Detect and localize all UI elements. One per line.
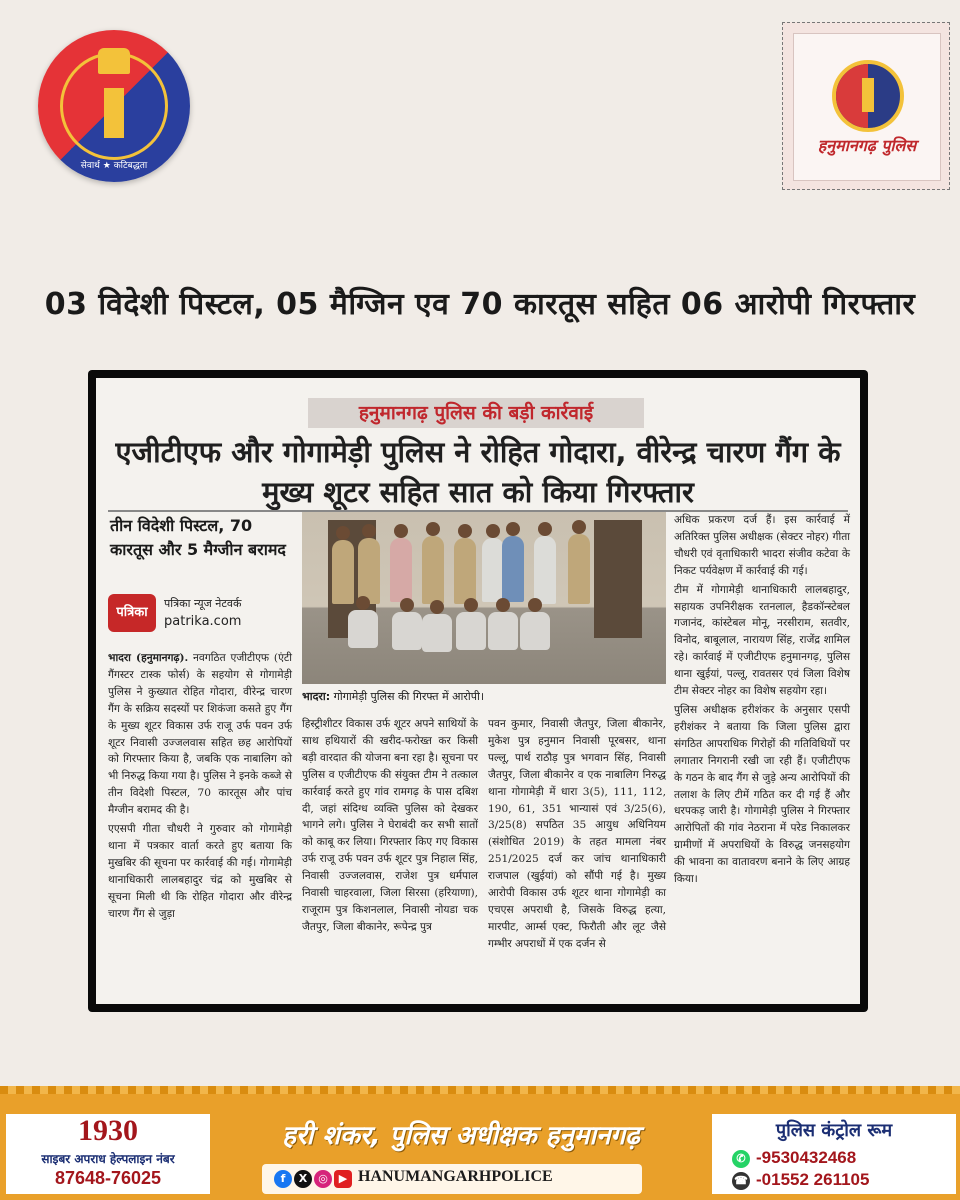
logo-card (793, 33, 941, 181)
article-column-4 (674, 512, 850, 890)
police-emblem-icon (104, 88, 124, 138)
social-handle: HANUMANGARHPOLICE (358, 1168, 553, 1185)
cyber-helpline (6, 1114, 210, 1194)
patrika-logo: पत्रिका (108, 594, 156, 632)
instagram-icon[interactable]: ◎ (314, 1170, 332, 1188)
agency-site: patrika.com (164, 614, 242, 629)
newspaper-clipping (96, 378, 860, 1004)
dateline: भादरा (हनुमानगढ़). (108, 652, 189, 664)
cyber-helpline-number: 1930 (78, 1114, 138, 1147)
social-bar (262, 1164, 642, 1194)
x-icon[interactable]: X (294, 1170, 312, 1188)
clipping-subheadline: तीन विदेशी पिस्टल, 70 कारतूस और 5 मैग्जीन बरामद (110, 516, 286, 559)
sp-name: हरी शंकर, पुलिस अधीक्षक हनुमानगढ़ (282, 1121, 640, 1151)
article-column-2 (302, 716, 478, 938)
control-whatsapp-row (732, 1148, 856, 1168)
article-column-3 (488, 716, 666, 955)
paragraph: पुलिस अधीक्षक हरीशंकर के अनुसार एसपी हरीशंकर ने बताया कि जिला पुलिस द्वारा संगठित आपराधिक गिरोहों की गतिविधियों पर लगातार निगरानी रखी जा रही हैं। एजीटीएफ के गठन के बाद गैंग से जुड़े अन्य आरोपियों की तलाश के लिए टीमें गठित कर दी गई हैं और धरपकड़ जारी है। गोगामेड़ी पुलिस ने गिरफ्तार आरोपितों की गांव नेठराना में परेड निकालकर ग्रामीणों में अपराधियों के विरुद्ध जनसहयोग की भावना का वातावरण बनाने के लिए आग्रह किया। (674, 703, 850, 886)
page-headline: 03 विदेशी पिस्टल, 05 मैग्जिन एव 70 कारतूस सहित 06 आरोपी गिरफ्तार (44, 287, 916, 322)
news-photo (302, 512, 666, 684)
article-column-1 (108, 650, 292, 925)
control-whatsapp-number: -9530432468 (756, 1148, 857, 1167)
clipping-kicker: हनुमानगढ़ पुलिस की बड़ी कार्रवाई (308, 398, 644, 428)
caption-place: भादरा: (302, 690, 331, 703)
whatsapp-icon: ✆ (732, 1150, 750, 1168)
paragraph: नवगठित एजीटीएफ (एंटी गैंगस्टर टास्क फोर्स) के सहयोग से गोगामेड़ी पुलिस ने कुख्यात रोहित गोदारा, वीरेन्द्र चारण गैंग के सक्रिय सदस्यों पर शिकंजा कसते हुए गैंग के मुख्य शूटर विकास उर्फ राजू उर्फ पवन उर्फ शूटर निवासी उज्जलवास सहित छह आरोपियों को गिरफ्तार किया है, जबकि एक नाबालिग को भी निरुद्ध किया गया है। पुलिस ने इनके कब्जे से तीन विदेशी पिस्टल, 70 कारतूस और पांच मैग्जीन बरामद की है। (108, 652, 293, 817)
byline (108, 592, 294, 636)
photo-caption (302, 688, 666, 706)
rajasthan-police-logo (38, 30, 190, 182)
paragraph: एएसपी गीता चौधरी ने गुरुवार को गोगामेड़ी थाना में पत्रकार वार्ता करते हुए बताया कि मुखबिर की सूचना पर कार्रवाई की गई। गोगामेड़ी थानाधिकारी लालबहादुर चंद्र को मुखबिर से सूचना मिली थी कि रोहित गोदारा और वीरेन्द्र चारण गैंग से जुड़ा (108, 823, 292, 920)
police-control-room (712, 1114, 956, 1194)
youtube-icon[interactable]: ▶ (334, 1170, 352, 1188)
paragraph: अधिक प्रकरण दर्ज हैं। इस कार्रवाई में अतिरिक्त पुलिस अधीक्षक (सेक्टर नोहर) गीता चौधरी एवं वृताधिकारी भादरा संजीव कटेवा के निकट पर्यवेक्षण में कार्रवाई की गई। (674, 514, 850, 577)
control-room-title: पुलिस कंट्रोल रूम (775, 1120, 893, 1141)
paragraph: टीम में गोगामेड़ी थानाधिकारी लालबहादुर, सहायक उपनिरीक्षक रतनलाल, हैडकॉन्स्टेबल गजानंद, कांस्टेबल मोनू, नरसीराम, सतवीर, विनोद, बाबूलाल, नारायण सिंह, राजेंद्र शामिल रहे। कार्रवाई में एजीटीएफ हनुमानगढ़, पुलिस थाना खुईयां, पल्लू, रावतसर एवं जिला विशेष टीम सेक्टर नोहर का विशेष सहयोग रहा। (674, 583, 850, 698)
control-phone-row (732, 1170, 869, 1190)
clipping-headline: एजीटीएफ और गोगामेड़ी पुलिस ने रोहित गोदारा, वीरेन्द्र चारण गैंग के मुख्य शूटर सहित सात को किया गिरफ्तार (115, 435, 841, 509)
police-badge-icon (832, 60, 904, 132)
facebook-icon[interactable]: f (274, 1170, 292, 1188)
phone-icon: ☎ (732, 1172, 750, 1190)
hanumangarh-police-logo (782, 22, 950, 190)
caption-text: गोगामेड़ी पुलिस की गिरफ्त में आरोपी। (330, 690, 485, 703)
logo-caption: हनुमानगढ़ पुलिस (817, 136, 917, 155)
footer-stripe (0, 1086, 960, 1094)
state-emblem-icon (98, 48, 130, 74)
paragraph: हिस्ट्रीशीटर विकास उर्फ शूटर अपने साथियों के साथ हथियारों की खरीद-फरोख्त कर किसी बड़ी वारदात की योजना बना रहा है। सूचना पर पुलिस व एजीटीएफ की संयुक्त टीम ने तत्काल कार्रवाई करते हुए गांव रामगढ़ के पास दबिश दी, जहां संदिग्ध व्यक्ति पुलिस को देखकर भागने लगे। पुलिस ने घेराबंदी कर सभी सातों को काबू कर लिया। गिरफ्तार किए गए विकास उर्फ राजू उर्फ पवन उर्फ शूटर पुत्र निहाल सिंह, निवासी उज्जलवास, राजेश पुत्र धर्मपाल निवासी चाहरवाला, जिला सिरसा (हरियाणा), राजूराम पुत्र किशनलाल, निवासी नोयडा चक जैतपुर, जिला बीकानेर, रूपेन्द्र पुत्र (302, 718, 478, 933)
control-phone-number: -01552 261105 (756, 1170, 870, 1189)
logo-motto: सेवार्थ ★ कटिबद्धता (80, 161, 148, 171)
paragraph: पवन कुमार, निवासी जैतपुर, जिला बीकानेर, मुकेश पुत्र हनुमान निवासी पूरबसर, थाना पल्लू, पार्थ राठौड़ पुत्र भगवान सिंह, निवासी जैतपुर, जिला बीकानेर व एक नाबालिग निरुद्ध थाना गोगामेड़ी में धारा 3(5), 111, 112, 190, 61, 351 भान्यासं एवं 3/25(6), 3/25(8) सपठित 35 आयुध अधिनियम (संशोधित 2019) के तहत मामला नंबर 251/2025 दर्ज कर जांच थानाधिकारी राजपाल (खुईयां) को सौंपी गई है। मुख्य आरोपी विकास उर्फ शूटर थाना गोगामेड़ी का एचएस अपराधी है, जिसके विरुद्ध हत्या, मारपीट, आर्म्स एक्ट, फिरौती और लूट जैसे गम्भीर अपराधों में एक दर्जन से (488, 718, 666, 950)
cyber-helpline-phone: 87648-76025 (54, 1168, 162, 1188)
agency-name: पत्रिका न्यूज नेटवर्क (164, 597, 242, 610)
cyber-helpline-label: साइबर अपराध हेल्पलाइन नंबर (41, 1152, 175, 1166)
